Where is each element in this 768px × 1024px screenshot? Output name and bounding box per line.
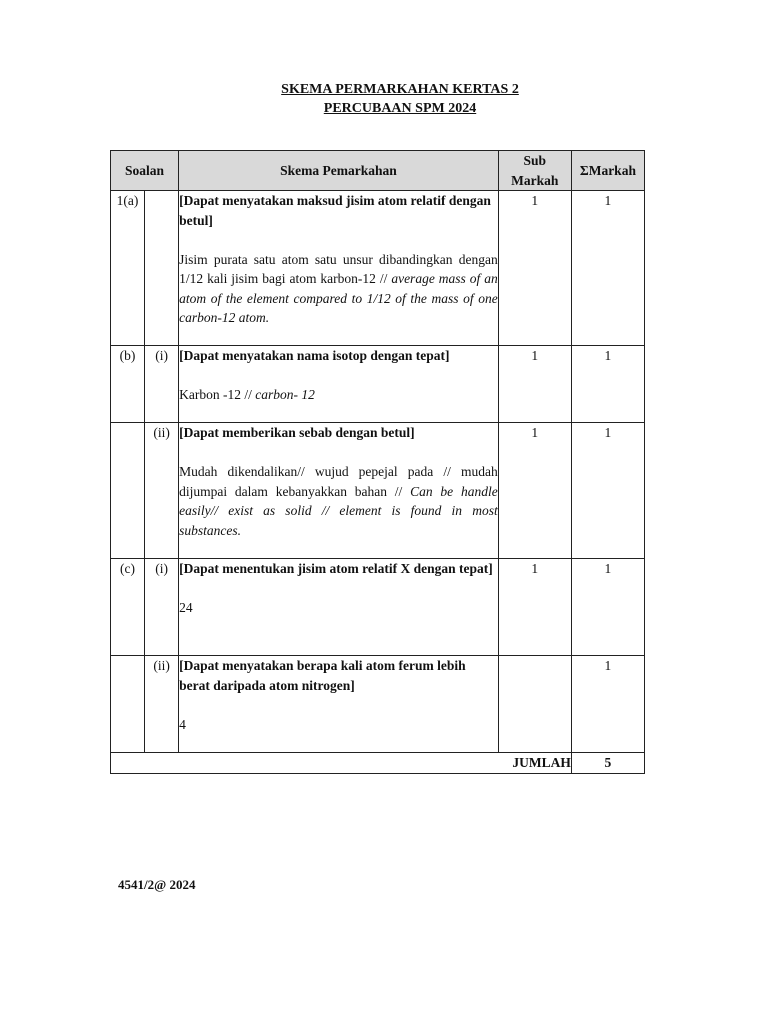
scheme-cell	[179, 191, 499, 346]
answer-english: average mass of an atom of the element compared to 1/12 of the mass of one carbon-12 atom.	[179, 271, 498, 325]
total-value: 5	[571, 753, 644, 774]
answer-english: Can be handle easily// exist as solid // element is found in most substances.	[179, 483, 498, 538]
total-mark: 1	[571, 559, 644, 656]
marking-scheme-table	[110, 150, 645, 774]
total-mark: 1	[571, 423, 644, 559]
table-row	[111, 423, 645, 559]
header-question: Soalan	[111, 151, 179, 191]
question-sub-number: (i)	[145, 559, 179, 656]
sub-mark: 1	[498, 346, 571, 423]
question-number	[111, 423, 145, 559]
total-row	[111, 753, 645, 774]
table-row	[111, 346, 645, 423]
question-sub-number: (ii)	[145, 656, 179, 753]
scheme-cell	[179, 346, 499, 423]
sub-mark: 1	[498, 559, 571, 656]
answer-text	[179, 250, 498, 328]
paper-code-footer: 4541/2@ 2024	[118, 877, 196, 892]
answer-malay: 4	[179, 716, 186, 732]
scheme-cell	[179, 559, 499, 656]
table-row	[111, 191, 645, 346]
total-mark: 1	[571, 191, 644, 346]
header-scheme: Skema Pemarkahan	[179, 151, 499, 191]
question-number: (c)	[111, 559, 145, 656]
question-number: 1(a)	[111, 191, 145, 346]
question-number	[111, 656, 145, 753]
question-sub-number	[145, 191, 179, 346]
table-row	[111, 656, 645, 753]
answer-malay: Karbon -12 //	[179, 387, 256, 402]
criterion-text: [Dapat menentukan jisim atom relatif X dengan tepat]	[179, 561, 493, 576]
answer-text	[179, 385, 498, 405]
answer-text	[179, 462, 498, 540]
question-number: (b)	[111, 346, 145, 423]
sub-mark: 1	[498, 423, 571, 559]
header-sub-mark-line2: Markah	[511, 172, 559, 188]
criterion-text: [Dapat menyatakan berapa kali atom ferum lebih berat daripada atom nitrogen]	[179, 658, 466, 693]
answer-text	[179, 598, 498, 618]
answer-malay: 24	[179, 600, 193, 615]
answer-malay: Mudah dikendalikan// wujud pepejal pada // mudah dijumpai dalam kebanyakkan bahan //	[179, 464, 498, 499]
answer-malay: Jisim purata satu atom satu unsur dibandingkan dengan 1/12 kali jisim bagi atom karbon-12 //	[179, 251, 498, 286]
table-header-row	[111, 151, 645, 191]
document-title	[0, 80, 768, 118]
sub-mark: 1	[498, 191, 571, 346]
title-line-1: SKEMA PERMARKAHAN KERTAS 2	[281, 82, 519, 97]
total-mark: 1	[571, 346, 644, 423]
question-sub-number: (ii)	[145, 423, 179, 559]
answer-text	[179, 715, 498, 735]
header-sub-mark	[498, 151, 571, 191]
sub-mark	[498, 656, 571, 753]
criterion-text: [Dapat menyatakan maksud jisim atom relatif dengan betul]	[179, 193, 491, 228]
criterion-text: [Dapat memberikan sebab dengan betul]	[179, 425, 415, 440]
answer-english: carbon- 12	[255, 387, 315, 402]
scheme-cell	[179, 656, 499, 753]
scheme-cell	[179, 423, 499, 559]
header-total-mark: ΣMarkah	[571, 151, 644, 191]
title-line-2: PERCUBAAN SPM 2024	[323, 101, 477, 116]
total-label: JUMLAH	[111, 753, 572, 774]
table-row	[111, 559, 645, 656]
criterion-text: [Dapat menyatakan nama isotop dengan tepat]	[179, 348, 450, 363]
total-mark: 1	[571, 656, 644, 753]
header-sub-mark-line1: Sub	[523, 153, 547, 168]
question-sub-number: (i)	[145, 346, 179, 423]
